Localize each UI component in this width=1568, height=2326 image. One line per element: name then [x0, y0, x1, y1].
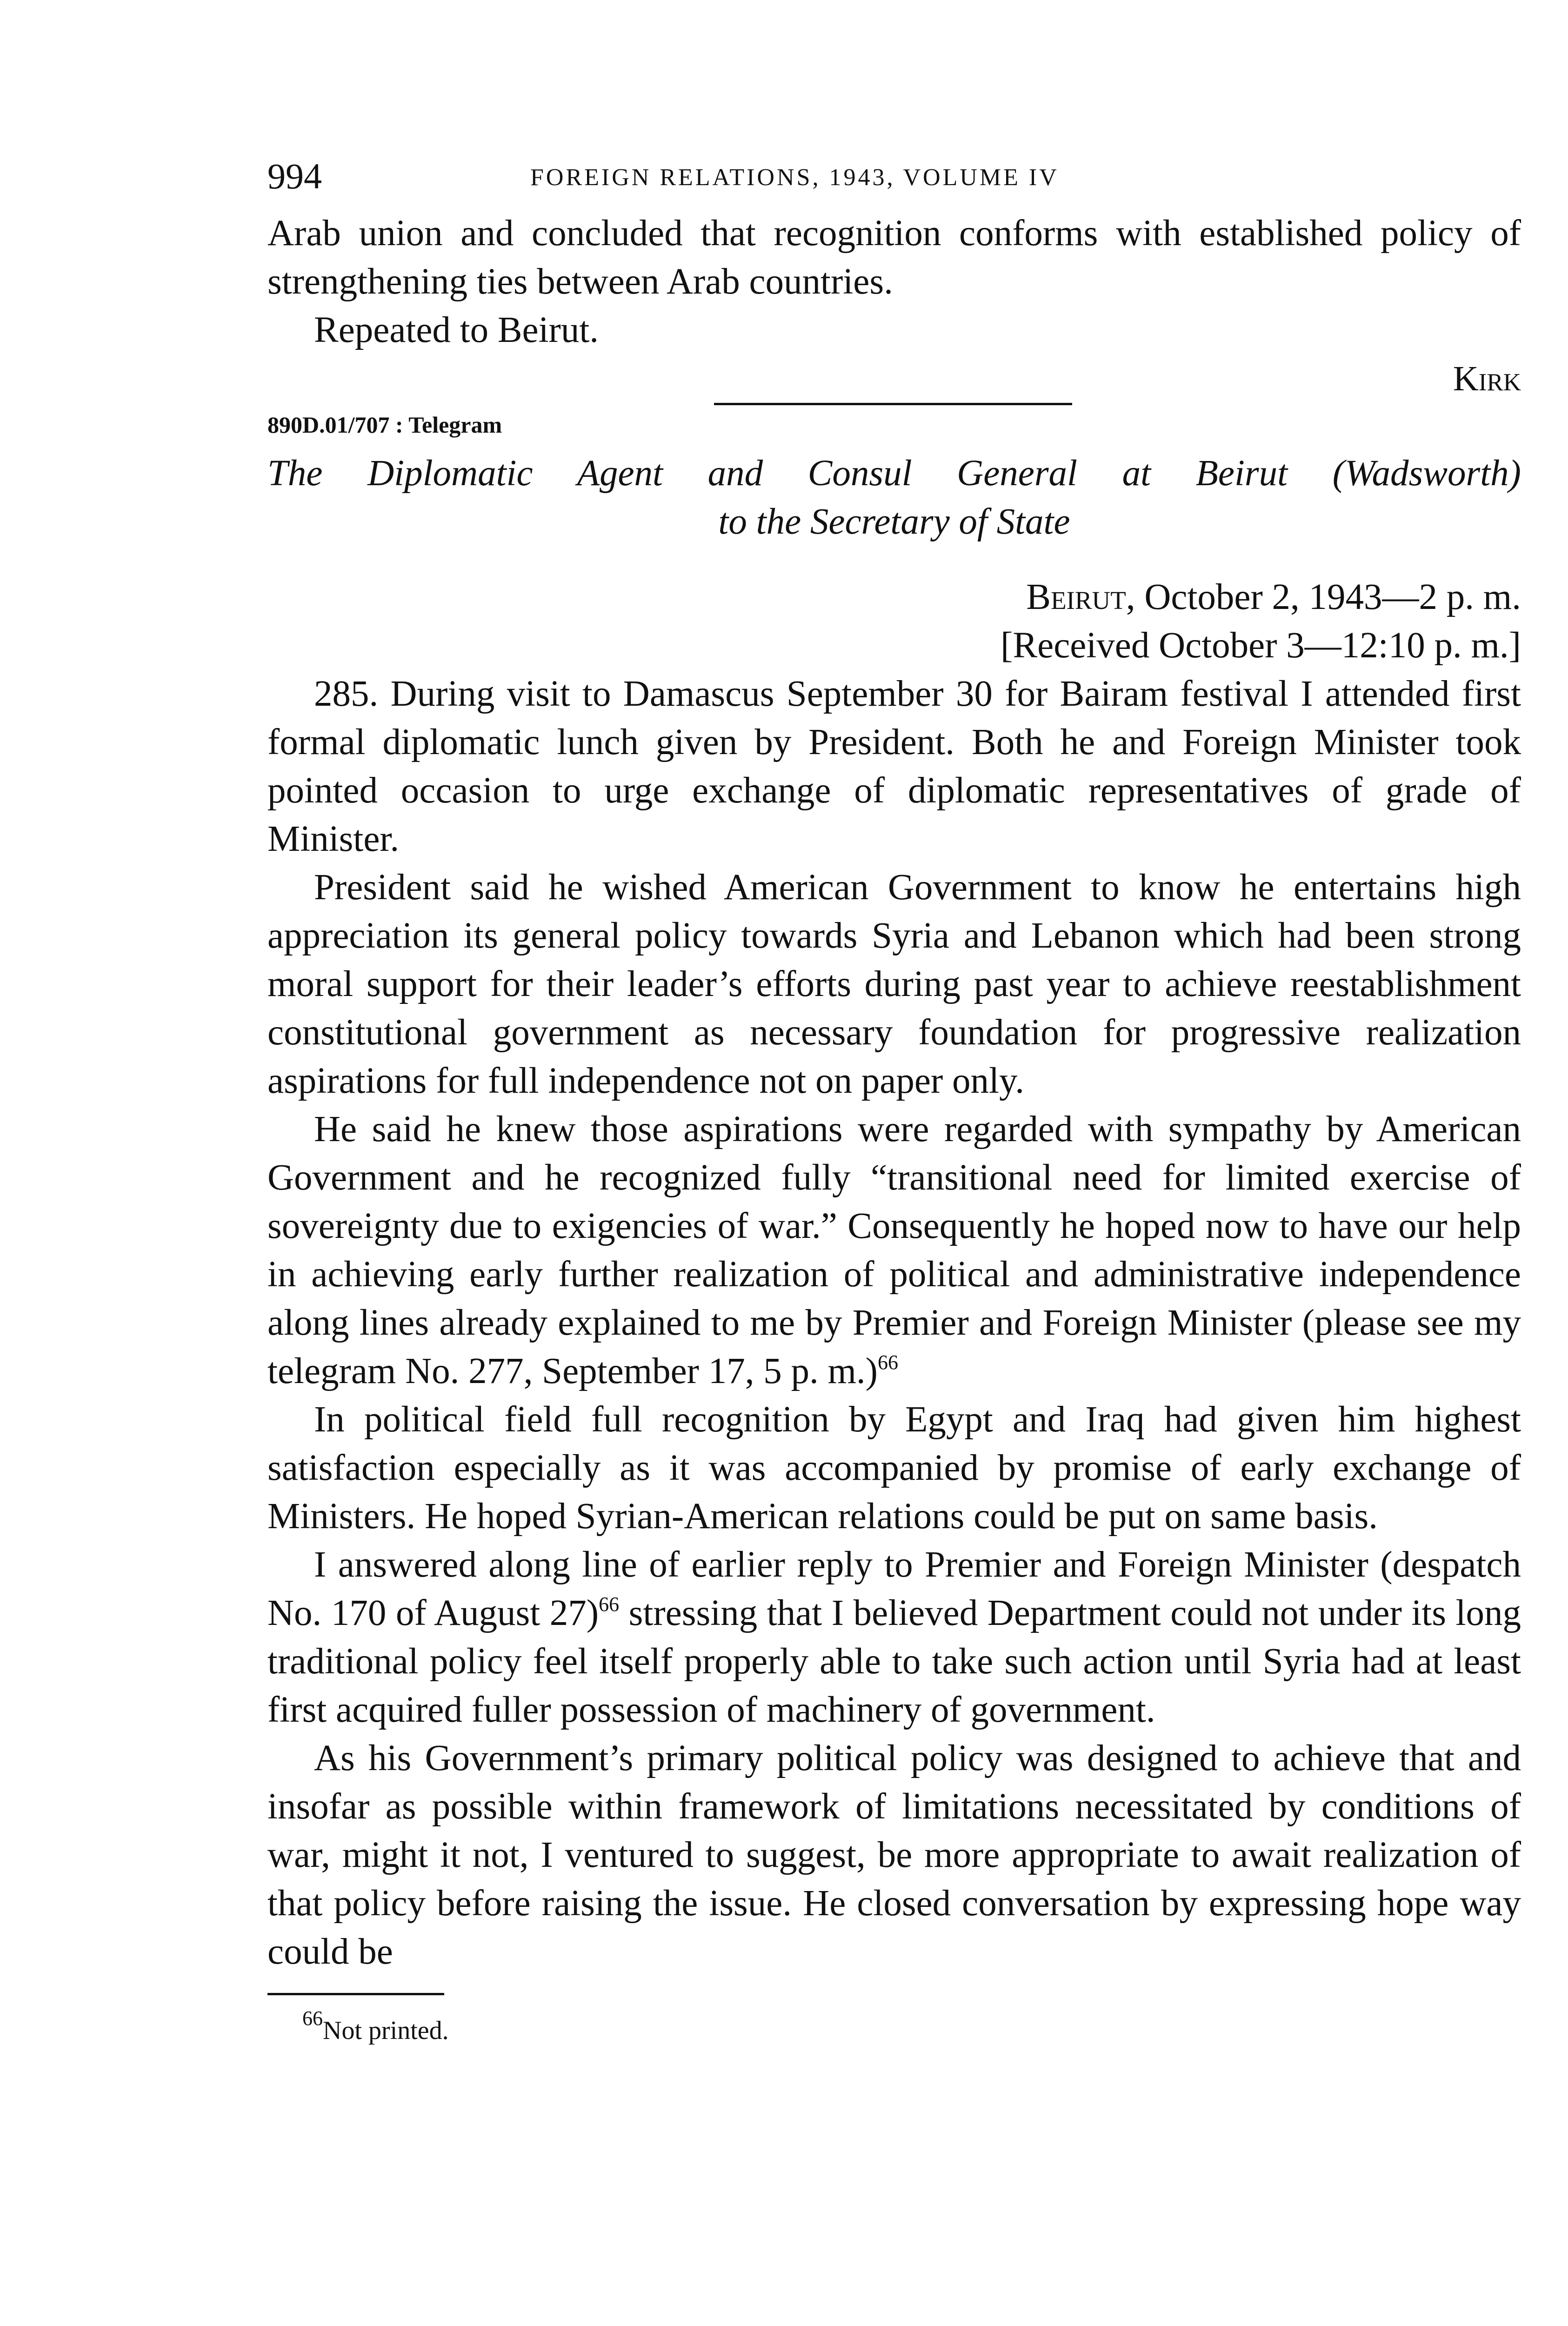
signature-kirk: Kirk	[1453, 359, 1521, 398]
section-divider	[714, 403, 1072, 405]
document-header-row	[267, 403, 1521, 449]
footnote-divider	[267, 1993, 444, 1995]
document-page	[267, 158, 1521, 2048]
document-title-line-1: The Diplomatic Agent and Consul General at Beirut (Wadsworth)	[267, 453, 1521, 494]
document-title-line-2: to the Secretary of State	[718, 501, 1070, 542]
paragraph-government-policy: As his Government’s primary political policy was designed to achieve that and insofar as possible within framework of limitations necessitated by conditions of war, might it not, I ventured to suggest, be more appropriate to await realization of that policy before raising the issue. He closed conversation by expressing hope way could be	[267, 1738, 1521, 1972]
paragraph-president-appreciation: President said he wished American Government to know he entertains high appreciation its general policy towards Syria and Lebanon which had been strong moral support for their leader’s efforts during past year to achieve reestablishment constitutional government as necessary foundation for progressive realization aspirations for full independence not on paper only.	[267, 867, 1521, 1101]
received-line: [Received October 3—12:10 p. m.]	[1001, 625, 1521, 666]
dateline-date: October 2, 1943—2 p. m.	[1135, 577, 1521, 617]
document-title	[267, 449, 1521, 546]
running-title: FOREIGN RELATIONS, 1943, VOLUME IV	[530, 164, 1059, 191]
paragraph-political-field: In political field full recognition by Egypt and Iraq had given him highest satisfaction especially as it was accompanied by promise of early exchange of Ministers. He hoped Syrian-American relations could be put on same basis.	[267, 1399, 1521, 1537]
footnote-text: Not printed.	[323, 2016, 449, 2045]
repeated-note: Repeated to Beirut.	[314, 310, 599, 350]
file-reference: 890D.01/707 : Telegram	[267, 412, 502, 438]
paragraph-answer-end: stressing that I believed Department could not under its long traditional policy feel itself properly able to take such action until Syria had at least first acquired fuller possession of machinery of government.	[267, 1593, 1521, 1730]
paragraph-285: 285. During visit to Damascus September 30 for Bairam festival I attended first formal diplomatic lunch given by President. Both he and Foreign Minister took pointed occasion to urge exchange of diplomatic representatives of grade of Minister.	[267, 674, 1521, 859]
footnote-66	[302, 2007, 1521, 2048]
footnote-ref-66: 66	[878, 1351, 898, 1374]
continuation-paragraph: Arab union and concluded that recognition conforms with established policy of strengthening ties between Arab countries.	[267, 213, 1521, 302]
dateline	[267, 573, 1521, 622]
running-head	[267, 158, 1521, 209]
paragraph-aspirations-text: He said he knew those aspirations were regarded with sympathy by American Government and he recognized fully “transitional need for limited exercise of sovereignty due to exigencies of war.” Consequently he hoped now to have our help in achieving early further realization of political and administrative independence along lines already explained to me by Premier and Foreign Minister (please see my telegram No. 277, September 17, 5 p. m.)	[267, 1109, 1521, 1391]
footnote-number: 66	[302, 2007, 323, 2030]
paragraph-answer	[267, 1541, 1521, 1734]
dateline-place: Beirut,	[1026, 577, 1135, 617]
paragraph-aspirations	[267, 1105, 1521, 1396]
page-number: 994	[267, 156, 322, 196]
footnote-ref-66: 66	[599, 1593, 620, 1616]
paragraph-answer-start: I answered along line of earlier reply to Premier and Foreign Minister (despatch No. 170 of August 27)	[267, 1544, 1521, 1633]
